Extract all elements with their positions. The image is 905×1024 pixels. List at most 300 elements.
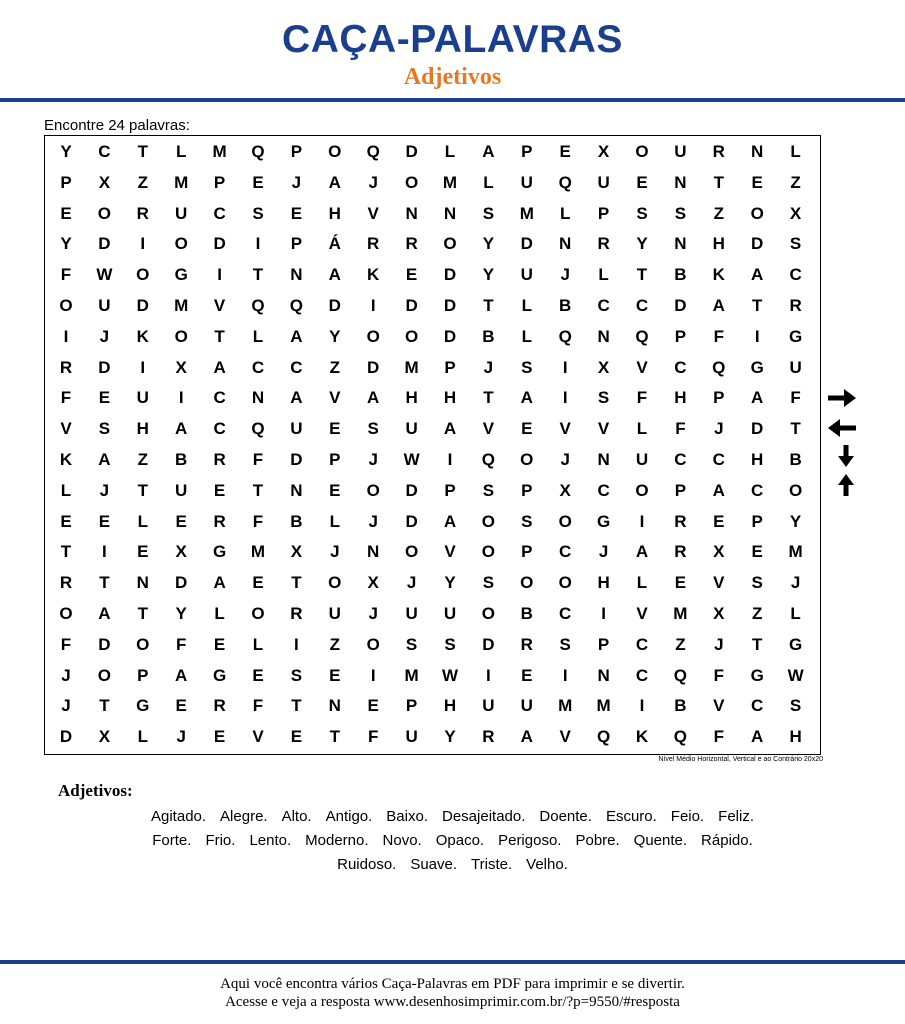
grid-letter: V [713, 573, 725, 593]
grid-letter: A [98, 604, 111, 623]
grid-letter: A [635, 542, 649, 562]
grid-letter: M [174, 296, 189, 315]
grid-letter: N [251, 388, 265, 408]
grid-letter: D [405, 296, 418, 315]
grid-letter: M [788, 542, 803, 562]
grid-letter: I [639, 511, 645, 531]
grid-letter: T [751, 296, 763, 315]
grid-letter: L [790, 604, 801, 623]
grid-letter: U [520, 696, 533, 716]
grid-letter: S [482, 480, 495, 500]
grid-letter: C [789, 265, 802, 285]
grid-letter: H [136, 419, 149, 439]
grid-letter: C [597, 480, 610, 500]
grid-letter: S [559, 634, 571, 654]
grid-letter: V [636, 604, 648, 623]
grid-letter: J [598, 542, 609, 562]
grid-letter: R [290, 604, 303, 623]
grid-letter: D [443, 326, 457, 346]
grid-letter: Z [329, 357, 340, 377]
grid-letter: C [213, 419, 226, 439]
grid-letter: B [674, 265, 687, 285]
grid-letter: Q [481, 450, 495, 469]
grid-letter: D [59, 727, 73, 747]
word-list-item: Quente. [633, 832, 688, 849]
grid-letter: Q [712, 357, 726, 377]
grid-letter: Q [673, 665, 687, 685]
grid-letter: J [714, 419, 724, 439]
grid-letter: G [750, 665, 764, 685]
grid-letter: A [328, 265, 341, 285]
grid-letter: T [137, 604, 148, 623]
grid-letter: P [290, 234, 303, 254]
grid-letter: D [175, 573, 188, 593]
grid-letter: X [367, 573, 379, 593]
grid-letter: O [443, 234, 457, 254]
grid-letter: D [443, 296, 457, 315]
grid-letter: A [751, 388, 764, 408]
grid-letter: I [63, 326, 69, 346]
grid-letter: M [596, 696, 611, 716]
grid-letter: X [713, 542, 725, 562]
grid-letter: K [635, 727, 649, 747]
grid-letter: X [597, 357, 610, 377]
grid-letter: J [560, 450, 570, 469]
grid-letter: C [559, 542, 572, 562]
grid-letter: J [368, 450, 378, 469]
grid-letter: V [482, 419, 495, 439]
grid-letter: J [61, 665, 71, 685]
word-list-item: Feliz. [718, 808, 754, 825]
grid-letter: E [290, 203, 303, 223]
grid-letter: V [213, 296, 226, 315]
grid-letter: O [558, 511, 572, 531]
grid-letter: V [713, 696, 725, 716]
grid-letter: E [521, 419, 533, 439]
grid-letter: Q [673, 727, 687, 747]
grid-letter: T [483, 296, 494, 315]
grid-letter: I [601, 604, 606, 623]
grid-letter: D [136, 296, 149, 315]
grid-letter: U [597, 172, 610, 192]
grid-letter: N [328, 696, 341, 716]
grid-letter: T [291, 696, 302, 716]
grid-letter: T [252, 265, 264, 285]
grid-letter: L [636, 419, 648, 439]
grid-letter: W [403, 450, 420, 469]
grid-letter: G [212, 665, 227, 685]
grid-letter: D [751, 234, 764, 254]
grid-letter: C [213, 388, 226, 408]
grid-letter: O [750, 203, 764, 223]
grid-letter: T [99, 573, 110, 593]
grid-letter: E [751, 172, 763, 192]
grid-letter: A [367, 388, 380, 408]
word-list-item: Novo. [382, 832, 422, 849]
grid-letter: J [483, 357, 494, 377]
grid-letter: Q [251, 142, 265, 161]
grid-letter: I [102, 542, 107, 562]
instruction-text: Encontre 24 palavras: [44, 117, 190, 134]
grid-letter: F [252, 511, 264, 531]
grid-letter: F [252, 450, 264, 469]
grid-letter: R [674, 542, 687, 562]
grid-letter: T [636, 265, 648, 285]
grid-letter: R [482, 727, 495, 747]
grid-letter: A [712, 480, 725, 500]
grid-letter: D [98, 234, 111, 254]
grid-letter: A [175, 665, 188, 685]
grid-letter: T [483, 388, 494, 408]
grid-letter: R [59, 573, 73, 593]
grid-letter: Q [558, 172, 572, 192]
grid-letter: C [712, 450, 725, 469]
grid-letter: F [60, 265, 72, 285]
grid-letter: W [96, 265, 113, 285]
grid-letter: E [751, 542, 763, 562]
grid-letter: H [328, 203, 341, 223]
grid-letter: D [367, 357, 380, 377]
word-list-item: Lento. [249, 832, 292, 849]
grid-letter: P [405, 696, 418, 716]
grid-letter: C [290, 357, 303, 377]
grid-letter: N [367, 542, 380, 562]
grid-letter: W [441, 665, 459, 685]
grid-letter: D [405, 142, 418, 161]
grid-letter: T [214, 326, 225, 346]
grid-letter: F [713, 665, 724, 685]
grid-letter: I [178, 388, 184, 408]
grid-letter: C [635, 634, 649, 654]
grid-letter: Q [635, 326, 649, 346]
word-list-item: Ruidoso. [337, 856, 397, 873]
grid-letter: Q [251, 296, 265, 315]
grid-letter: S [789, 696, 802, 716]
grid-letter: P [137, 665, 149, 685]
grid-letter: A [443, 511, 457, 531]
grid-letter: Z [137, 172, 148, 192]
grid-letter: E [252, 172, 264, 192]
grid-letter: C [635, 296, 649, 315]
arrow-down-icon [826, 444, 858, 468]
word-list-item: Alegre. [220, 808, 268, 825]
grid-letter: O [788, 480, 803, 500]
grid-letter: P [751, 511, 763, 531]
grid-letter: J [560, 265, 570, 285]
grid-letter: E [213, 634, 226, 654]
grid-letter: G [596, 511, 611, 531]
grid-letter: R [674, 511, 687, 531]
grid-letter: E [60, 511, 72, 531]
grid-letter: V [597, 419, 610, 439]
grid-letter: E [137, 542, 149, 562]
grid-letter: O [366, 326, 380, 346]
grid-letter: G [136, 696, 150, 716]
grid-letter: E [713, 511, 725, 531]
grid-letter: T [137, 142, 148, 161]
word-search-grid [44, 135, 821, 755]
grid-letter: J [368, 172, 378, 192]
bottom-divider [0, 960, 905, 964]
grid-letter: R [597, 234, 610, 254]
grid-letter: I [562, 357, 568, 377]
word-list-item: Perigoso. [498, 832, 562, 849]
grid-letter: P [444, 480, 456, 500]
word-list-item: Moderno. [305, 832, 369, 849]
grid-letter: Y [482, 265, 495, 285]
grid-letter: K [367, 265, 380, 285]
grid-letter: B [674, 696, 687, 716]
grid-letter: B [789, 450, 802, 469]
grid-letter: C [635, 665, 649, 685]
grid-letter: G [788, 634, 803, 654]
grid-letter: J [406, 573, 417, 593]
grid-letter: U [405, 604, 418, 623]
grid-letter: L [483, 172, 494, 192]
grid-letter: O [174, 234, 188, 254]
grid-letter: U [405, 727, 418, 747]
grid-letter: A [213, 573, 226, 593]
grid-letter: D [520, 234, 533, 254]
grid-letter: X [175, 357, 187, 377]
grid-letter: V [444, 542, 456, 562]
grid-letter: L [329, 511, 340, 531]
grid-letter: L [521, 296, 532, 315]
grid-letter: B [520, 604, 533, 623]
grid-letter: C [559, 604, 572, 623]
grid-letter: H [443, 388, 457, 408]
grid-letter: V [329, 388, 341, 408]
grid-letter: O [97, 203, 111, 223]
grid-letter: L [252, 326, 264, 346]
grid-letter: O [404, 326, 419, 346]
grid-letter: E [636, 172, 648, 192]
grid-letter: S [789, 234, 802, 254]
grid-letter: J [368, 604, 378, 623]
grid-letter: D [405, 511, 418, 531]
grid-letter: M [404, 665, 419, 685]
grid-letter: H [712, 234, 725, 254]
grid-letter: K [59, 450, 73, 469]
grid-letter: O [481, 511, 495, 531]
grid-letter: T [713, 172, 724, 192]
grid-letter: L [521, 326, 532, 346]
grid-letter: O [136, 634, 150, 654]
grid-letter: O [404, 542, 419, 562]
grid-letter: C [98, 142, 111, 161]
word-list-item: Agitado. [151, 808, 207, 825]
word-list-item: Rápido. [701, 832, 753, 849]
grid-letter: L [252, 634, 264, 654]
grid-letter: F [713, 326, 724, 346]
grid-letter: O [97, 665, 111, 685]
grid-letter: G [788, 326, 803, 346]
grid-letter: E [98, 511, 111, 531]
word-list-item: Triste. [471, 856, 513, 873]
grid-letter: L [444, 142, 456, 161]
grid-letter: U [328, 604, 341, 623]
grid-letter: O [328, 142, 342, 161]
grid-letter: P [597, 634, 610, 654]
grid-letter: C [251, 357, 265, 377]
grid-letter: A [175, 419, 188, 439]
grid-letter: Y [789, 511, 802, 531]
grid-letter: A [751, 727, 764, 747]
grid-letter: L [559, 203, 571, 223]
grid-letter: B [175, 450, 188, 469]
word-list-item: Forte. [152, 832, 192, 849]
grid-letter: N [751, 142, 764, 161]
grid-letter: B [290, 511, 303, 531]
grid-letter: A [520, 727, 533, 747]
grid-letter: F [367, 727, 379, 747]
grid-letter: S [597, 388, 610, 408]
grid-letter: O [481, 542, 495, 562]
grid-letter: Y [60, 142, 72, 161]
grid-letter: Y [444, 727, 456, 747]
grid-letter: D [751, 419, 764, 439]
grid-letter: V [559, 419, 571, 439]
grid-letter: E [559, 142, 571, 161]
grid-letter: I [562, 388, 568, 408]
grid-letter: F [252, 696, 264, 716]
grid-letter: X [290, 542, 303, 562]
grid-letter: M [558, 696, 573, 716]
grid-letter: R [367, 234, 380, 254]
grid-letter: P [60, 172, 72, 192]
word-list-item: Baixo. [386, 808, 428, 825]
grid-letter: O [635, 480, 649, 500]
grid-letter: O [136, 265, 150, 285]
grid-letter: N [290, 265, 303, 285]
grid-letter: T [99, 696, 110, 716]
grid-letter: S [521, 357, 533, 377]
grid-letter: T [252, 480, 264, 500]
grid-letter: U [520, 265, 533, 285]
grid-letter: S [674, 203, 687, 223]
arrow-left-icon [826, 416, 858, 440]
grid-letter: I [217, 265, 222, 285]
grid-letter: P [290, 142, 303, 161]
grid-letter: O [59, 604, 73, 623]
word-list-item: Desajeitado. [442, 808, 526, 825]
grid-letter: D [290, 450, 303, 469]
grid-letter: A [98, 450, 111, 469]
grid-letter: Y [175, 604, 187, 623]
grid-letter: Q [558, 326, 572, 346]
grid-letter: Z [675, 634, 686, 654]
grid-letter: U [789, 357, 802, 377]
grid-letter: J [176, 727, 186, 747]
grid-letter: E [175, 511, 187, 531]
grid-letter: H [443, 696, 457, 716]
grid-letter: E [521, 665, 533, 685]
word-list-item: Antigo. [325, 808, 373, 825]
grid-letter: Z [137, 450, 148, 469]
grid-letter: E [98, 388, 111, 408]
grid-letter: F [636, 388, 648, 408]
word-list-line-3 [0, 856, 905, 873]
grid-letter: A [290, 326, 303, 346]
grid-letter: E [329, 665, 341, 685]
grid-letter: J [330, 542, 340, 562]
word-list-item: Opaco. [435, 832, 485, 849]
grid-letter: K [712, 265, 725, 285]
grid-letter: K [136, 326, 149, 346]
grid-letter: O [59, 296, 73, 315]
grid-letter: A [712, 296, 725, 315]
top-divider [0, 98, 905, 102]
word-list-item: Velho. [526, 856, 568, 873]
grid-letter: I [370, 665, 376, 685]
grid-letter: U [405, 419, 418, 439]
grid-letter: R [405, 234, 418, 254]
grid-letter: Y [329, 326, 341, 346]
grid-letter: R [213, 450, 226, 469]
grid-letter: E [60, 203, 72, 223]
grid-letter: E [252, 573, 264, 593]
grid-letter: T [790, 419, 801, 439]
grid-letter: D [482, 634, 495, 654]
grid-letter: V [636, 357, 648, 377]
grid-letter: Z [790, 172, 801, 192]
grid-letter: J [790, 573, 801, 593]
grid-letter: E [175, 696, 187, 716]
grid-letter: S [98, 419, 111, 439]
word-list-item: Escuro. [605, 808, 657, 825]
grid-letter: D [674, 296, 687, 315]
grid-letter: H [597, 573, 610, 593]
grid-letter: E [290, 727, 303, 747]
grid-letter: O [404, 172, 419, 192]
grid-letter: X [98, 727, 111, 747]
grid-letter: L [214, 604, 225, 623]
grid-letter: R [213, 511, 226, 531]
grid-letter: I [140, 234, 146, 254]
grid-letter: C [213, 203, 226, 223]
grid-letter: C [751, 696, 764, 716]
grid-letter: J [291, 172, 302, 192]
grid-letter: O [366, 634, 380, 654]
grid-letter: I [562, 665, 568, 685]
grid-letter: S [521, 511, 533, 531]
grid-letter: F [60, 634, 72, 654]
grid-letter: S [751, 573, 763, 593]
grid-letter: A [520, 388, 533, 408]
grid-letter: T [291, 573, 302, 593]
page-title: CAÇA-PALAVRAS [282, 18, 623, 61]
grid-letter: V [252, 727, 264, 747]
grid-letter: U [98, 296, 111, 315]
grid-letter: D [443, 265, 457, 285]
grid-letter: N [443, 203, 457, 223]
grid-letter: Z [751, 604, 763, 623]
grid-letter: C [674, 357, 687, 377]
grid-letter: O [520, 450, 534, 469]
grid-letter: O [251, 604, 265, 623]
grid-letter: J [99, 326, 110, 346]
grid-letter: A [482, 142, 495, 161]
grid-letter: J [714, 634, 724, 654]
grid-letter: R [136, 203, 149, 223]
grid-letter: V [559, 727, 571, 747]
arrow-right-icon [826, 386, 858, 410]
grid-letter: E [252, 665, 264, 685]
word-list-item: Feio. [670, 808, 705, 825]
grid-letter: Y [60, 234, 72, 254]
grid-letter: S [367, 419, 379, 439]
grid-letter: F [60, 388, 72, 408]
